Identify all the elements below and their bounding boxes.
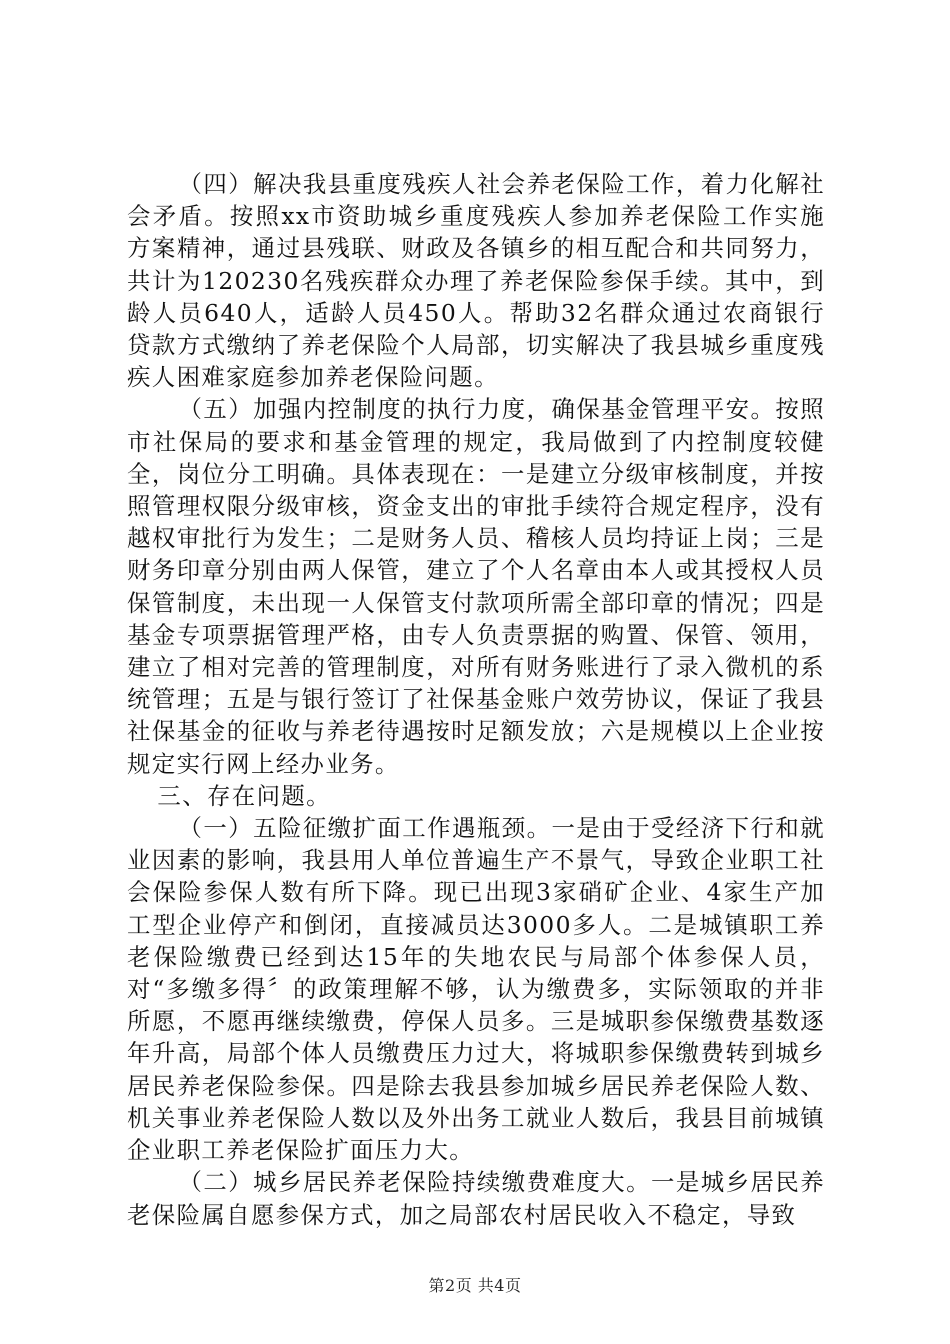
paragraph-problem-1: （一）五险征缴扩面工作遇瓶颈。一是由于受经济下行和就业因素的影响，我县用人单位普遍生产不景气，导致企业职工社会保险参保人数有所下降。现已出现3家硝矿企业、4家生产加工型企业停产和倒闭，直接减员达3000多人。二是城镇职工养老保险缴费已经到达15年的失地农民与局部个体参保人员，对“多缴多得〞的政策理解不够，认为缴费多，实际领取的并非所愿，不愿再继续缴费，停保人员多。三是城职参保缴费基数逐年升高，局部个体人员缴费压力过大，将城职参保缴费转到城乡居民养老保险参保。四是除去我县参加城乡居民养老保险人数、机关事业养老保险人数以及外出务工就业人数后，我县目前城镇企业职工养老保险扩面压力大。: [127, 814, 825, 1165]
paragraph-section-5: （五）加强内控制度的执行力度，确保基金管理平安。按照市社保局的要求和基金管理的规定，我局做到了内控制度较健全，岗位分工明确。具体表现在：一是建立分级审核制度，并按照管理权限分级审核，资金支出的审批手续符合规定程序，没有越权审批行为发生；二是财务人员、稽核人员均持证上岗；三是财务印章分别由两人保管，建立了个人名章由本人或其授权人员保管制度，未出现一人保管支付款项所需全部印章的情况；四是基金专项票据管理严格，由专人负责票据的购置、保管、领用，建立了相对完善的管理制度，对所有财务账进行了录入微机的系统管理；五是与银行签订了社保基金账户效劳协议，保证了我县社保基金的征收与养老待遇按时足额发放；六是规模以上企业按规定实行网上经办业务。: [127, 395, 825, 778]
paragraph-section-4: （四）解决我县重度残疾人社会养老保险工作，着力化解社会矛盾。按照xx市资助城乡重度残疾人参加养老保险工作实施方案精神，通过县残联、财政及各镇乡的相互配合和共同努力，共计为120230名残疾群众办理了养老保险参保手续。其中，到龄人员640人，适龄人员450人。帮助32名群众通过农商银行贷款方式缴纳了养老保险个人局部，切实解决了我县城乡重度残疾人困难家庭参加养老保险问题。: [127, 170, 825, 392]
section-heading-problems: 三、存在问题。: [157, 781, 331, 810]
document-body: [127, 168, 825, 1231]
paragraph-problem-2: （二）城乡居民养老保险持续缴费难度大。一是城乡居民养老保险属自愿参保方式，加之局部农村居民收入不稳定，导致: [127, 1168, 825, 1229]
page-footer: 第2页 共4页: [428, 1276, 522, 1295]
